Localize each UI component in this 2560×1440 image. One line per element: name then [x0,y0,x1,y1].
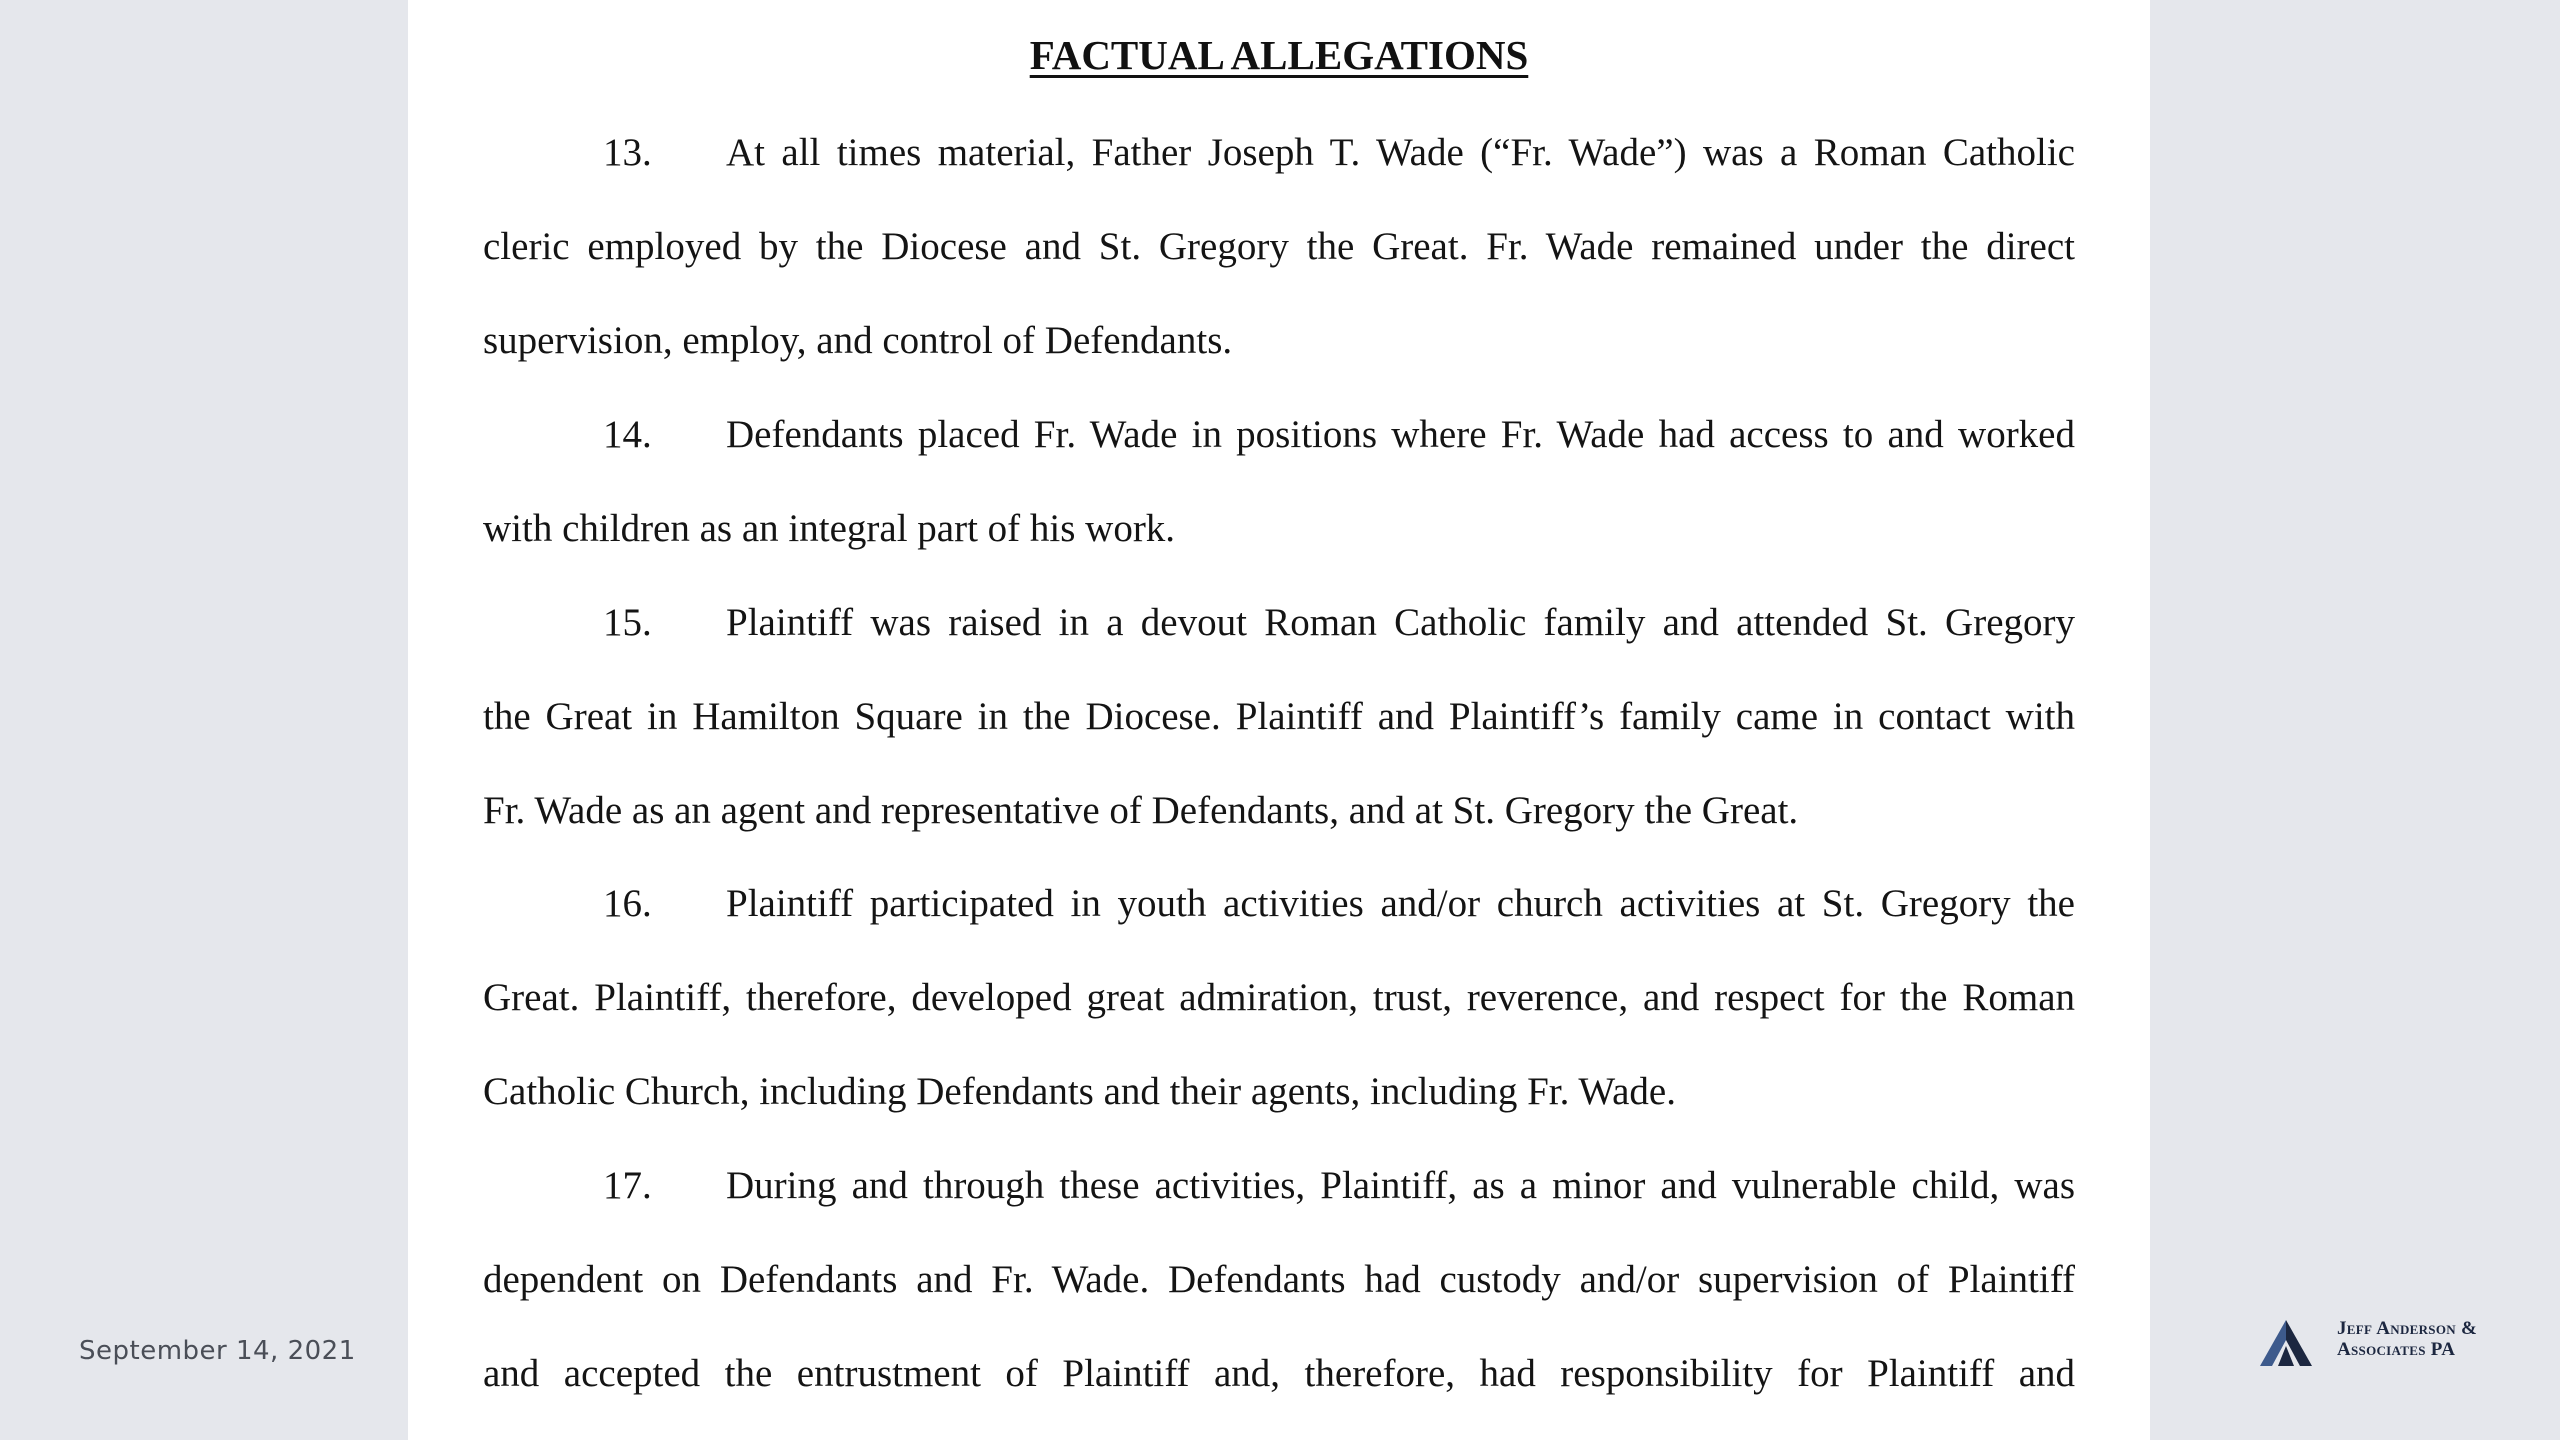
paragraph-text: Plaintiff was raised in a devout Roman Catholic family and attended St. Gregory [726,601,2075,644]
logo-line-2: Associates PA [2337,1339,2456,1360]
paragraph-line: cleric employed by the Diocese and St. Gregory the Great. Fr. Wade remained under the direct [483,225,2075,268]
paragraph-15-first-line [603,598,2075,648]
paragraph-line: with children as an integral part of his work. [483,507,1176,550]
logo-line-1: Jeff Anderson & [2337,1318,2478,1339]
document-page [408,0,2150,1440]
paragraph-line: and accepted the entrustment of Plaintiff and, therefore, had responsibility for Plaintiff and [483,1352,2075,1395]
paragraph-text: At all times material, Father Joseph T. Wade (“Fr. Wade”) was a Roman Catholic [726,131,2075,174]
paragraph-number: 15. [603,601,652,644]
paragraph-line: the Great in Hamilton Square in the Diocese. Plaintiff and Plaintiff’s family came in contact with [483,695,2075,738]
paragraph-line: Catholic Church, including Defendants and their agents, including Fr. Wade. [483,1070,1676,1113]
paragraph-16-first-line [603,879,2075,929]
paragraph-text: Defendants placed Fr. Wade in positions where Fr. Wade had access to and worked [726,413,2075,456]
paragraph-line: dependent on Defendants and Fr. Wade. Defendants had custody and/or supervision of Plaintiff [483,1258,2075,1301]
mountain-a-icon [2260,1320,2312,1366]
paragraph-number: 13. [603,131,652,174]
paragraph-number: 14. [603,413,652,456]
paragraph-17-first-line [603,1161,2075,1211]
paragraph-line: Great. Plaintiff, therefore, developed great admiration, trust, reverence, and respect for the Roman [483,976,2075,1019]
logo-text [2337,1318,2477,1360]
paragraph-number: 17. [603,1164,652,1207]
company-logo [2260,1318,2510,1378]
paragraph-line: supervision, employ, and control of Defendants. [483,319,1233,362]
paragraph-13-first-line [603,128,2075,178]
footer-date: September 14, 2021 [79,1336,356,1366]
paragraph-text: During and through these activities, Plaintiff, as a minor and vulnerable child, was [726,1164,2075,1207]
paragraph-14-first-line [603,410,2075,460]
section-heading: FACTUAL ALLEGATIONS [1029,32,1529,78]
paragraph-number: 16. [603,882,652,925]
paragraph-line: Fr. Wade as an agent and representative of Defendants, and at St. Gregory the Great. [483,789,1799,832]
paragraph-text: Plaintiff participated in youth activities and/or church activities at St. Gregory the [726,882,2075,925]
